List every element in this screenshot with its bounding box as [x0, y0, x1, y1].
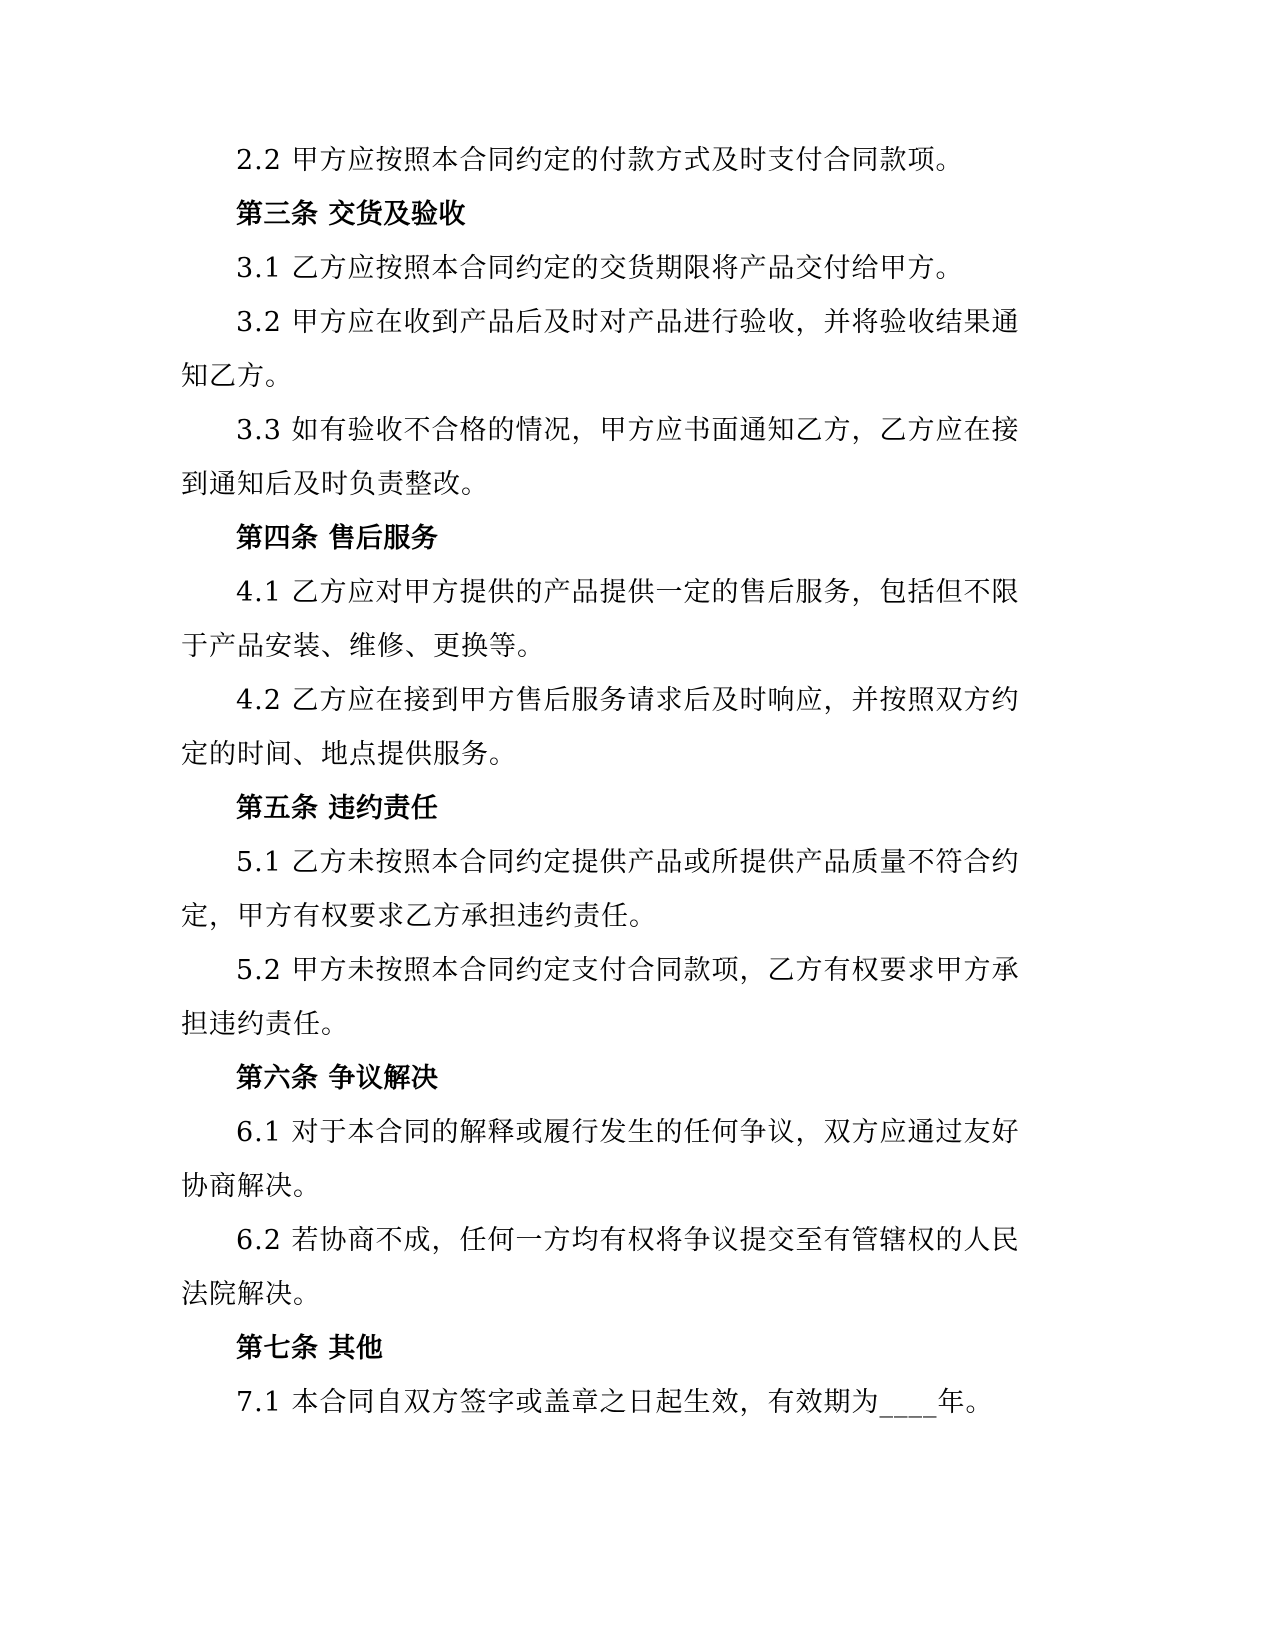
heading-article-7: 第七条 其他	[236, 1333, 384, 1364]
clause-4-2: 4.2 乙方应在接到甲方售后服务请求后及时响应，并按照双方约	[236, 685, 1020, 716]
heading-article-5: 第五条 违约责任	[236, 793, 439, 824]
heading-article-4: 第四条 售后服务	[236, 523, 439, 554]
clause-3-3: 3.3 如有验收不合格的情况，甲方应书面通知乙方，乙方应在接	[236, 415, 1020, 446]
clause-6-1: 6.1 对于本合同的解释或履行发生的任何争议，双方应通过友好	[236, 1117, 1020, 1148]
clause-5-2: 5.2 甲方未按照本合同约定支付合同款项，乙方有权要求甲方承	[236, 955, 1020, 986]
clause-3-2: 3.2 甲方应在收到产品后及时对产品进行验收，并将验收结果通	[236, 307, 1020, 338]
clause-5-1: 5.1 乙方未按照本合同约定提供产品或所提供产品质量不符合约	[236, 847, 1020, 878]
clause-3-1: 3.1 乙方应按照本合同约定的交货期限将产品交付给甲方。	[236, 253, 964, 284]
clause-7-1: 7.1 本合同自双方签字或盖章之日起生效，有效期为____年。	[236, 1387, 994, 1418]
clause-5-1-cont: 定，甲方有权要求乙方承担违约责任。	[181, 901, 657, 932]
clause-6-1-cont: 协商解决。	[181, 1171, 321, 1202]
clause-4-1-cont: 于产品安装、维修、更换等。	[181, 631, 545, 662]
clause-6-2: 6.2 若协商不成，任何一方均有权将争议提交至有管辖权的人民	[236, 1225, 1020, 1256]
clause-5-2-cont: 担违约责任。	[181, 1009, 349, 1040]
clause-3-2-cont: 知乙方。	[181, 361, 293, 392]
clause-4-2-cont: 定的时间、地点提供服务。	[181, 739, 517, 770]
heading-article-6: 第六条 争议解决	[236, 1063, 439, 1094]
clause-4-1: 4.1 乙方应对甲方提供的产品提供一定的售后服务，包括但不限	[236, 577, 1020, 608]
clause-6-2-cont: 法院解决。	[181, 1279, 321, 1310]
clause-3-3-cont: 到通知后及时负责整改。	[181, 469, 489, 500]
clause-2-2: 2.2 甲方应按照本合同约定的付款方式及时支付合同款项。	[236, 145, 964, 176]
heading-article-3: 第三条 交货及验收	[236, 199, 466, 230]
